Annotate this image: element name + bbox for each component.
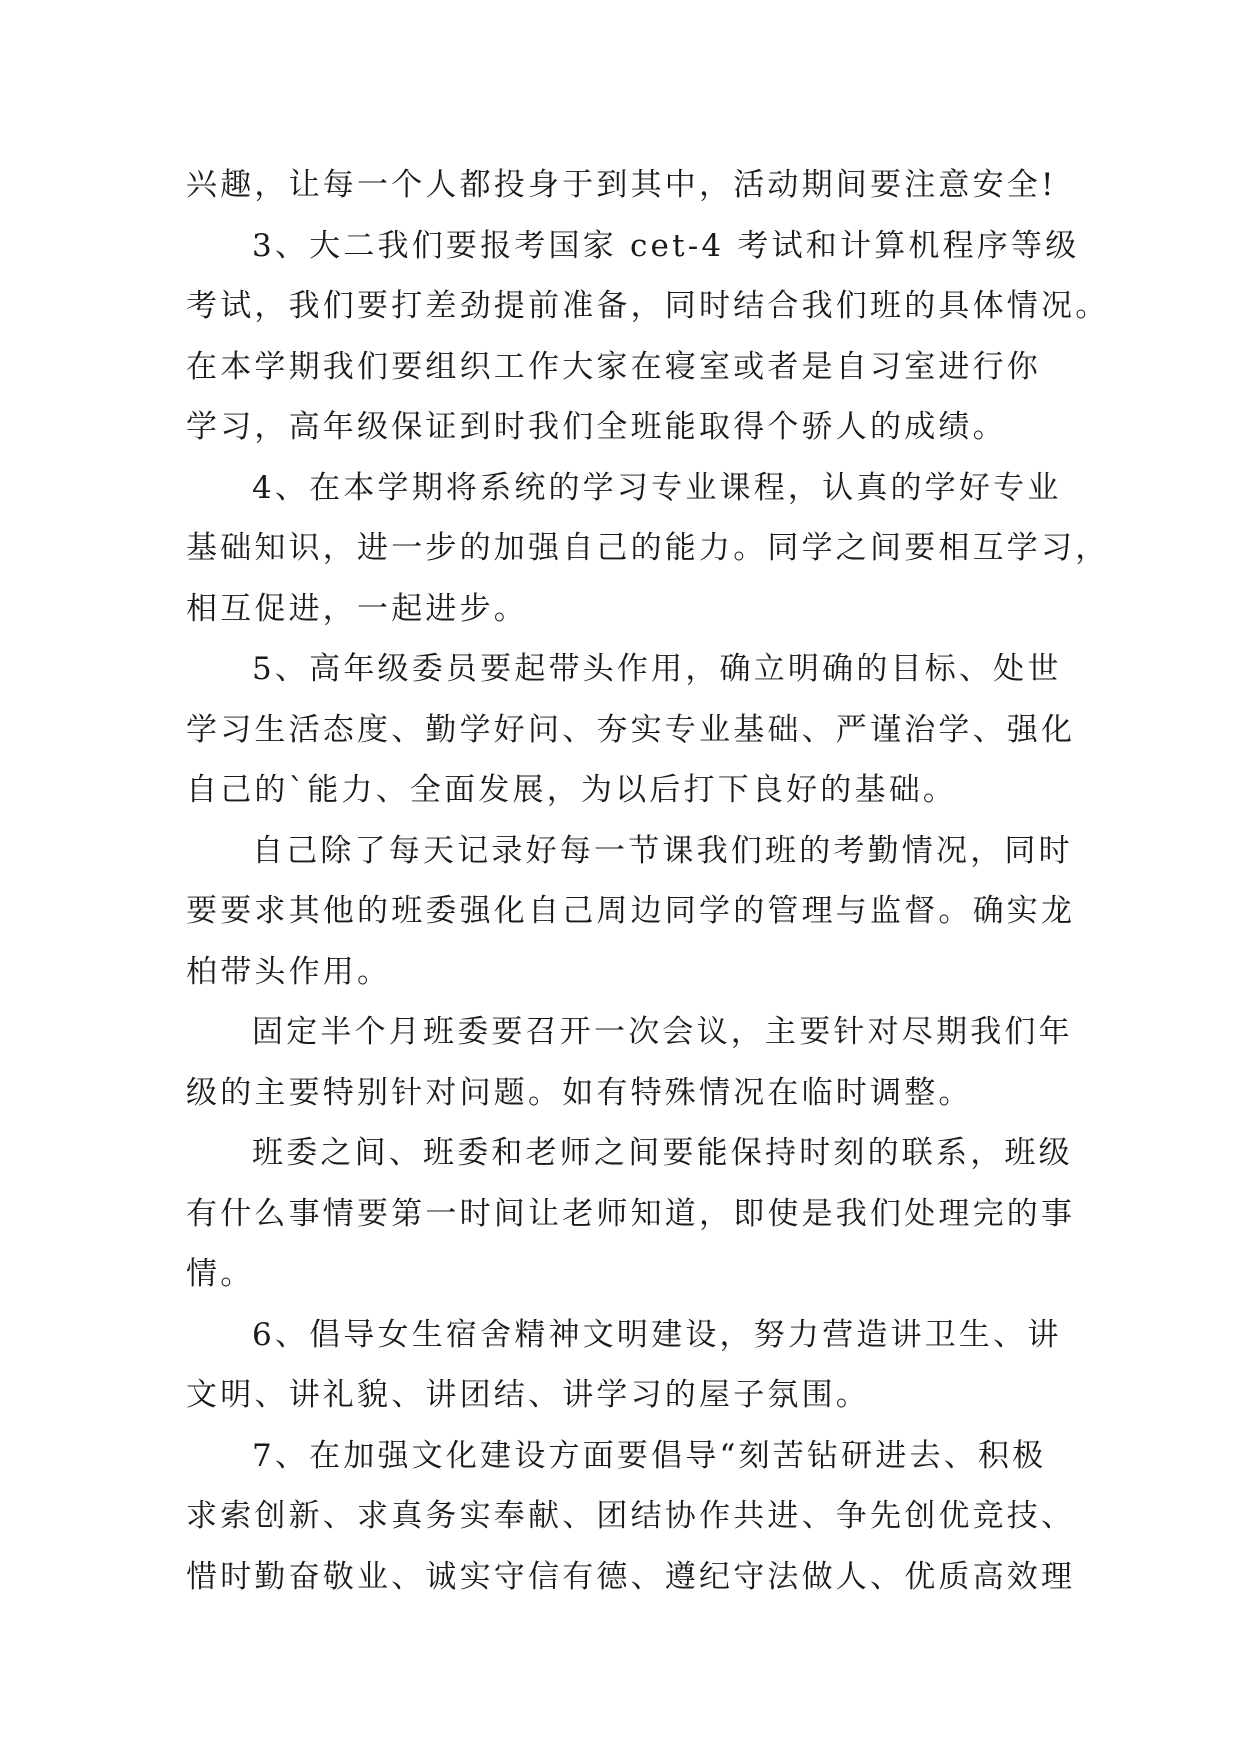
text-line: 有什么事情要第一时间让老师知道，即使是我们处理完的事 [186, 1195, 1076, 1232]
text-line: 学习，高年级保证到时我们全班能取得个骄人的成绩。 [186, 409, 1007, 445]
text-line: 4、在本学期将系统的学习专业课程，认真的学好专业 [252, 469, 1062, 506]
text-line: 惜时勤奋敬业、诚实守信有德、遵纪守法做人、优质高效理 [186, 1558, 1076, 1595]
text-line: 文明、讲礼貌、讲团结、讲学习的屋子氛围。 [186, 1377, 870, 1413]
text-line: 6、倡导女生宿舍精神文明建设，努力营造讲卫生、讲 [252, 1316, 1062, 1353]
text-line: 5、高年级委员要起带头作用，确立明确的目标、处世 [252, 651, 1062, 687]
text-line: 考试，我们要打差劲提前准备，同时结合我们班的具体情况。 [186, 288, 1110, 324]
text-line: 相互促进，一起进步。 [186, 590, 528, 627]
text-line: 级的主要特别针对问题。如有特殊情况在临时调整。 [186, 1074, 973, 1111]
text-line: 3、大二我们要报考国家 cet-4 考试和计算机程序等级 [252, 227, 1080, 264]
text-line: 7、在加强文化建设方面要倡导“刻苦钻研进去、积极 [252, 1437, 1047, 1474]
text-line: 情。 [186, 1256, 255, 1292]
text-line: 要要求其他的班委强化自己周边同学的管理与监督。确实龙 [186, 893, 1076, 929]
text-line: 班委之间、班委和老师之间要能保持时刻的联系，班级 [252, 1135, 1073, 1171]
text-line: 自己除了每天记录好每一节课我们班的考勤情况，同时 [252, 832, 1073, 869]
text-line: 求索创新、求真务实奉献、团结协作共进、争先创优竞技、 [186, 1498, 1076, 1534]
text-line: 在本学期我们要组织工作大家在寝室或者是自习室进行你 [186, 348, 1041, 385]
text-line: 学习生活态度、勤学好问、夯实专业基础、严谨治学、强化 [186, 711, 1076, 748]
text-line: 固定半个月班委要召开一次会议，主要针对尽期我们年 [252, 1014, 1073, 1050]
document-body [186, 155, 1110, 1607]
text-line: 基础知识，进一步的加强自己的能力。同学之间要相互学习， [186, 530, 1110, 566]
text-line: 自己的`能力、全面发展，为以后打下良好的基础。 [186, 772, 958, 808]
text-line: 兴趣，让每一个人都投身于到其中，活动期间要注意安全! [186, 167, 1057, 203]
text-line: 柏带头作用。 [186, 953, 392, 990]
